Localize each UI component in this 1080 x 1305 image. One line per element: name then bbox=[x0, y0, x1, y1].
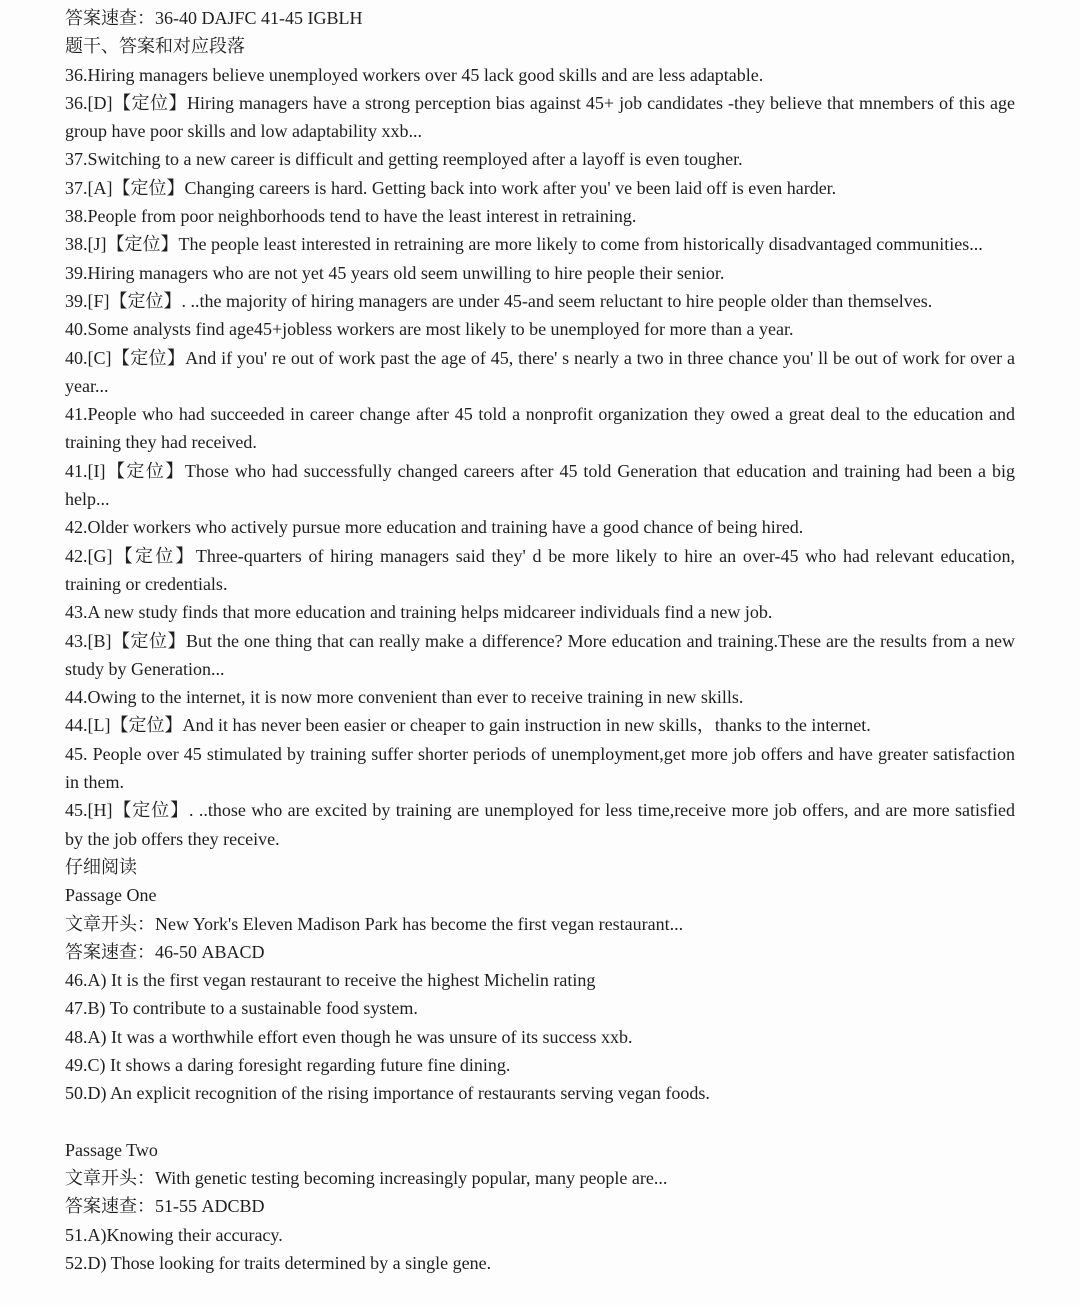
answer-39: 39.[F]【定位】. ..the majority of hiring managers are under 45-and seem reluctant to hire people older than themselves. bbox=[65, 290, 933, 311]
answer-40: 40.[C]【定位】And if you' re out of work past the age of 45, there' s nearly a two in three chance you' ll be out of work for over a year... bbox=[65, 347, 1015, 396]
answer-43: 43.[B]【定位】But the one thing that can really make a difference? More education and training.These are the results from a new study by Generation... bbox=[65, 630, 1015, 679]
question-38: 38.People from poor neighborhoods tend to have the least interest in retraining. bbox=[65, 206, 637, 227]
answer-36: 36.[D]【定位】Hiring managers have a strong perception bias against 45+ job candidates -they believe that mnembers of this age group have poor skills and low adaptability xxb... bbox=[65, 92, 1015, 142]
question-37: 37.Switching to a new career is difficult and getting reemployed after a layoff is even tougher. bbox=[65, 149, 743, 170]
passage-one-title: Passage One bbox=[65, 885, 157, 906]
blank-line bbox=[65, 1108, 1015, 1136]
passage-one-answer-key: 答案速查：46-50 ABACD bbox=[65, 941, 265, 962]
section-heading-careful-reading: 仔细阅读 bbox=[65, 856, 137, 877]
answer-45: 45.[H]【定位】. ..those who are excited by training are unemployed for less time,receive more job offers, and are more satisfied by the job offers they receive. bbox=[65, 800, 1015, 849]
answer-52: 52.D) Those looking for traits determined by a single gene. bbox=[65, 1253, 492, 1274]
question-44: 44.Owing to the internet, it is now more convenient than ever to receive training in new skills. bbox=[65, 687, 744, 708]
passage-one-opening: 文章开头：New York's Eleven Madison Park has become the first vegan restaurant... bbox=[65, 913, 684, 934]
answer-47: 47.B) To contribute to a sustainable food system. bbox=[65, 998, 418, 1019]
passage-two-title: Passage Two bbox=[65, 1139, 158, 1160]
document-content bbox=[65, 4, 1015, 1277]
question-41: 41.People who had succeeded in career change after 45 told a nonprofit organization they owed a great deal to the education and training they had received. bbox=[65, 404, 1015, 453]
question-39: 39.Hiring managers who are not yet 45 years old seem unwilling to hire people their senior. bbox=[65, 262, 725, 283]
answer-41: 41.[I]【定位】Those who had successfully changed careers after 45 told Generation that education and training had been a big help... bbox=[65, 460, 1015, 510]
passage-two-answer-key: 答案速查：51-55 ADCBD bbox=[65, 1196, 265, 1217]
section-heading-matching: 题干、答案和对应段落 bbox=[65, 36, 245, 57]
answer-42: 42.[G]【定位】Three-quarters of hiring managers said they' d be more likely to hire an over-45 who had relevant education, training or credentials. bbox=[65, 545, 1015, 594]
question-45: 45. People over 45 stimulated by training suffer shorter periods of unemployment,get more job offers and have greater satisfaction in them. bbox=[65, 743, 1015, 793]
answer-37: 37.[A]【定位】Changing careers is hard. Getting back into work after you' ve been laid off is even harder. bbox=[65, 177, 837, 198]
answer-51: 51.A)Knowing their accuracy. bbox=[65, 1224, 283, 1245]
question-43: 43.A new study finds that more education and training helps midcareer individuals find a new job. bbox=[65, 602, 773, 623]
answer-46: 46.A) It is the first vegan restaurant to receive the highest Michelin rating bbox=[65, 970, 596, 991]
answer-key-36-45: 答案速查：36-40 DAJFC 41-45 IGBLH bbox=[65, 8, 363, 28]
answer-38: 38.[J]【定位】The people least interested in retraining are more likely to come from historically disadvantaged communities... bbox=[65, 234, 983, 255]
passage-two-opening: 文章开头：With genetic testing becoming increasingly popular, many people are... bbox=[65, 1168, 668, 1189]
answer-44: 44.[L]【定位】And it has never been easier or cheaper to gain instruction in new skills，thanks to the internet. bbox=[65, 715, 871, 736]
question-36: 36.Hiring managers believe unemployed workers over 45 lack good skills and are less adaptable. bbox=[65, 64, 764, 85]
answer-48: 48.A) It was a worthwhile effort even though he was unsure of its success xxb. bbox=[65, 1026, 633, 1047]
question-42: 42.Older workers who actively pursue more education and training have a good chance of being hired. bbox=[65, 517, 804, 538]
answer-50: 50.D) An explicit recognition of the rising importance of restaurants serving vegan foods. bbox=[65, 1083, 710, 1104]
question-40: 40.Some analysts find age45+jobless workers are most likely to be unemployed for more than a year. bbox=[65, 319, 794, 340]
answer-49: 49.C) It shows a daring foresight regarding future fine dining. bbox=[65, 1054, 511, 1075]
